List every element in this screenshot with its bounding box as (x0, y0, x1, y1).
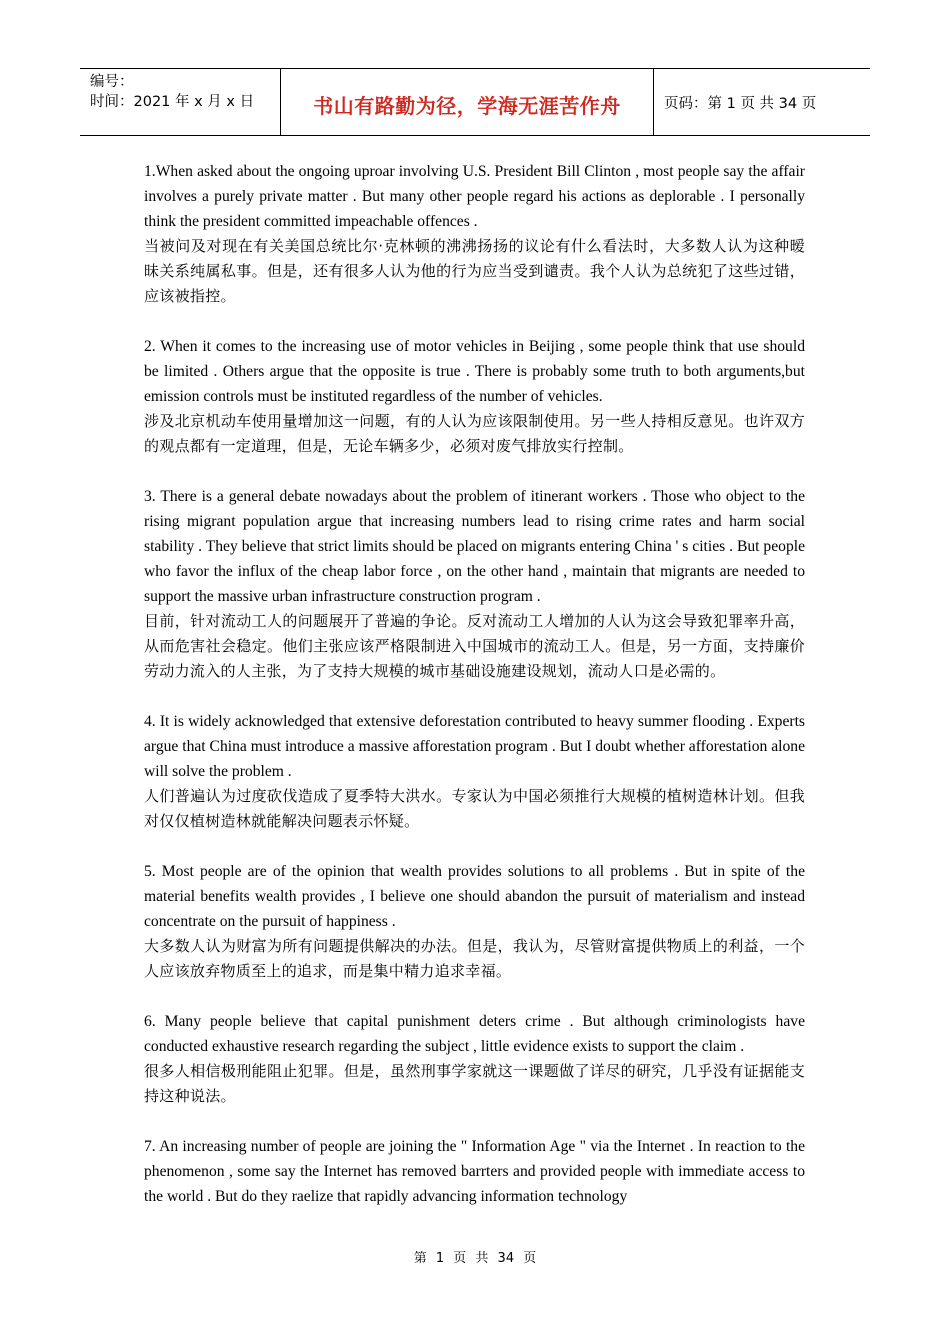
entry-1 (144, 159, 805, 309)
chinese-translation: 涉及北京机动车使用量增加这一问题，有的人认为应该限制使用。另一些人持相反意见。也许双方的观点都有一定道理，但是，无论车辆多少，必须对废气排放实行控制。 (144, 412, 805, 455)
english-paragraph: 3. There is a general debate nowadays about the problem of itinerant workers . Those who object to the rising migrant population argue that increasing numbers lead to rising crime rates and harm social stability . They believe that strict limits should be placed on migrants entering China ' s cities . But people who favor the influx of the cheap labor force , on the other hand , maintain that migrants are needed to support the massive urban infrastructure construction program . (144, 488, 805, 605)
entry-6 (144, 1009, 805, 1109)
chinese-translation: 当被问及对现在有关美国总统比尔·克林顿的沸沸扬扬的议论有什么看法时，大多数人认为这种暧昧关系纯属私事。但是，还有很多人认为他的行为应当受到谴责。我个人认为总统犯了这些过错，应该被指控。 (144, 237, 805, 305)
chinese-translation: 大多数人认为财富为所有问题提供解决的办法。但是，我认为，尽管财富提供物质上的利益，一个人应该放弃物质至上的追求，而是集中精力追求幸福。 (144, 937, 805, 980)
header-info-cell (80, 69, 281, 135)
entry-5 (144, 859, 805, 984)
footer-page-number: 第 1 页 共 34 页 (413, 1251, 537, 1266)
entry-3 (144, 484, 805, 684)
entry-7 (144, 1134, 805, 1209)
chinese-translation: 目前，针对流动工人的问题展开了普遍的争论。反对流动工人增加的人认为这会导致犯罪率升高，从而危害社会稳定。他们主张应该严格限制进入中国城市的流动工人。但是，另一方面，支持廉价劳动力流入的人主张，为了支持大规模的城市基础设施建设规划，流动人口是必需的。 (144, 612, 805, 680)
english-paragraph: 7. An increasing number of people are joining the " Information Age " via the Internet . In reaction to the phenomenon , some say the Internet has removed barrters and provided people with immediate access to the world . But do they raelize that rapidly advancing information technology (144, 1138, 805, 1205)
chinese-translation: 很多人相信极刑能阻止犯罪。但是，虽然刑事学家就这一课题做了详尽的研究，几乎没有证据能支持这种说法。 (144, 1062, 805, 1105)
english-paragraph: 6. Many people believe that capital punishment deters crime . But although criminologists have conducted exhaustive research regarding the subject , little evidence exists to support the claim . (144, 1013, 805, 1055)
entry-2 (144, 334, 805, 459)
header-table (80, 68, 870, 136)
date-label: 时间：2021 年 x 月 x 日 (90, 94, 255, 110)
english-paragraph: 2. When it comes to the increasing use of motor vehicles in Beijing , some people think that use should be limited . Others argue that the opposite is true . There is probably some truth to both arguments,but emission controls must be instituted regardless of the number of vehicles. (144, 338, 805, 405)
chinese-translation: 人们普遍认为过度砍伐造成了夏季特大洪水。专家认为中国必须推行大规模的植树造林计划。但我对仅仅植树造林就能解决问题表示怀疑。 (144, 787, 805, 830)
english-paragraph: 5. Most people are of the opinion that wealth provides solutions to all problems . But in spite of the material benefits wealth provides , I believe one should abandon the pursuit of materialism and instead concentrate on the pursuit of happiness . (144, 863, 805, 930)
english-paragraph: 1.When asked about the ongoing uproar involving U.S. President Bill Clinton , most people say the affair involves a purely private matter . But many other people regard his actions as deplorable . I personally think the president committed impeachable offences . (144, 163, 805, 230)
english-paragraph: 4. It is widely acknowledged that extensive deforestation contributed to heavy summer flooding . Experts argue that China must introduce a massive afforestation program . But I doubt whether afforestation alone will solve the problem . (144, 713, 805, 780)
entry-4 (144, 709, 805, 834)
document-body (144, 159, 805, 1234)
motto-text: 书山有路勤为径，学海无涯苦作舟 (313, 93, 621, 118)
page-info: 页码：第 1 页 共 34 页 (664, 95, 817, 112)
page-footer (0, 1247, 950, 1266)
header-page-cell (654, 69, 870, 135)
header-motto-cell (281, 69, 654, 135)
number-label: 编号： (90, 74, 134, 90)
